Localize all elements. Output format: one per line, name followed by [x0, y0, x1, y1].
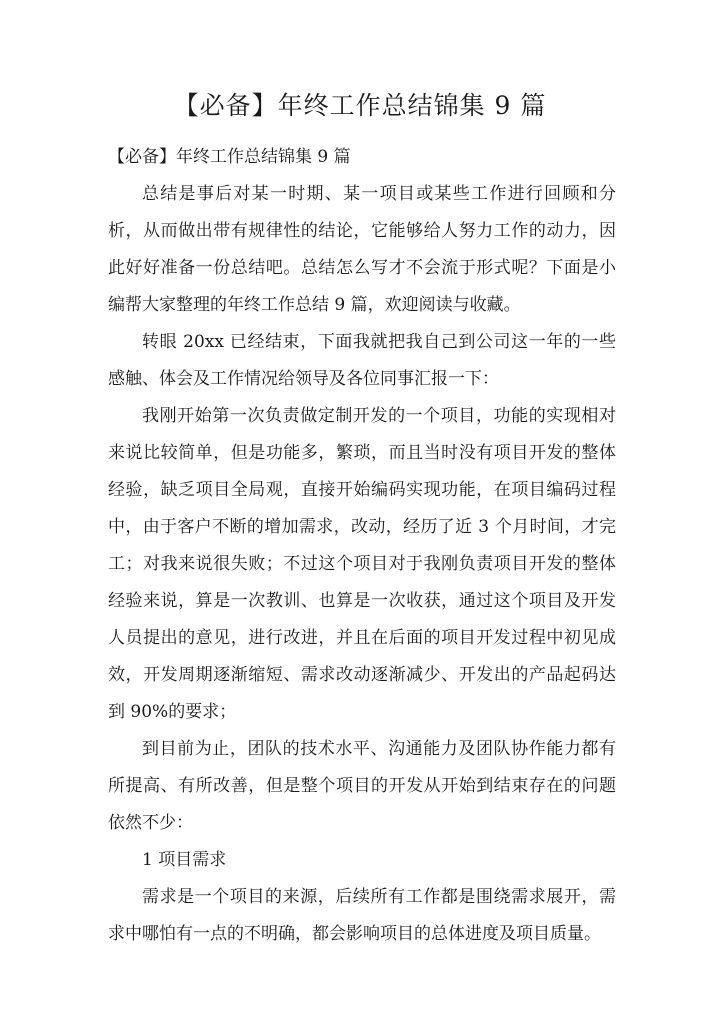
section-heading-requirements: 1 项目需求	[142, 850, 227, 870]
paragraph-report-opening: 转眼 20xx 已经结束，下面我就把我自己到公司这一年的一些感触、体会及工作情况给领导及各位同事汇报一下：	[108, 332, 616, 389]
paragraph-intro: 总结是事后对某一时期、某一项目或某些工作进行回顾和分析，从而做出带有规律性的结论，它能够给人努力工作的动力，因此好好准备一份总结吧。总结怎么写才不会流于形式呢？下面是小编帮大家整理的年终工作总结 9 篇，欢迎阅读与收藏。	[108, 184, 616, 315]
document-title: 【必备】年终工作总结锦集 9 篇	[173, 91, 547, 120]
paragraph-team-progress: 到目前为止，团队的技术水平、沟通能力及团队协作能力都有所提高、有所改善，但是整个项目的开发从开始到结束存在的问题依然不少：	[108, 739, 616, 833]
paragraph-first-project: 我刚开始第一次负责做定制开发的一个项目，功能的实现相对来说比较简单，但是功能多，繁琐，而且当时没有项目开发的整体经验，缺乏项目全局观，直接开始编码实现功能，在项目编码过程中，由于客户不断的增加需求，改动，经历了近 3 个月时间，才完工；对我来说很失败；不过这个项目对于我刚负责项目开发的整体经验来说，算是一次教训、也算是一次收获，通过这个项目及开发人员提出的意见，进行改进，并且在后面的项目开发过程中初见成效，开发周期逐渐缩短、需求改动逐渐减少、开发出的产品起码达到 90%的要求；	[108, 406, 616, 722]
document-body	[108, 176, 616, 953]
document-subtitle: 【必备】年终工作总结锦集 9 篇	[108, 147, 351, 167]
paragraph-requirements: 需求是一个项目的来源，后续所有工作都是围绕需求展开，需求中哪怕有一点的不明确，都会影响项目的总体进度及项目质量。	[108, 887, 616, 944]
